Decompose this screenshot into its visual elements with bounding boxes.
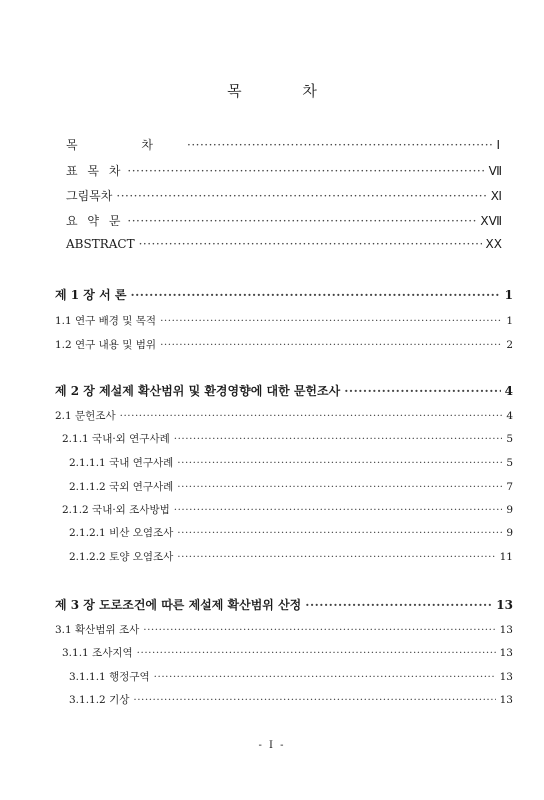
dot-leader <box>187 138 492 152</box>
toc-entry-list-of-figures[interactable] <box>66 187 502 205</box>
toc-page-number: 13 <box>499 647 513 659</box>
toc-entry-label: 목 차 <box>66 138 183 152</box>
toc-section-label: 2.1.2.1 비산 오염조사 <box>69 527 174 539</box>
toc-page-number: 13 <box>496 598 513 612</box>
page-footer-number: - Ⅰ - <box>258 740 286 751</box>
toc-page-number: 13 <box>499 624 513 636</box>
toc-subsubsection[interactable] <box>69 669 513 687</box>
dot-leader <box>177 551 495 563</box>
dot-leader <box>344 384 500 398</box>
dot-leader <box>130 288 500 302</box>
toc-section-label: 2.1.1 국내·외 연구사례 <box>62 433 170 445</box>
dot-leader <box>127 164 484 178</box>
toc-page-number: Ⅶ <box>488 164 502 178</box>
toc-section-label: 3.1.1 조사지역 <box>62 647 133 659</box>
toc-page-number: 11 <box>499 551 513 563</box>
toc-page-number: 13 <box>499 694 513 706</box>
toc-subsubsection[interactable] <box>69 455 513 473</box>
dot-leader <box>160 315 502 327</box>
dot-leader <box>143 624 495 636</box>
toc-page-number: 4 <box>506 410 513 422</box>
toc-chapter-1[interactable] <box>55 286 513 304</box>
toc-entry-label: 그림목차 <box>66 189 113 203</box>
toc-chapter-3[interactable] <box>55 596 513 614</box>
toc-page-number: 9 <box>506 504 513 516</box>
toc-section[interactable] <box>55 313 513 331</box>
toc-page-number: Ⅰ <box>496 138 500 152</box>
toc-section-label: 2.1.1.2 국외 연구사례 <box>69 481 174 493</box>
toc-chapter-2[interactable] <box>55 382 513 400</box>
toc-page-number: 2 <box>506 339 513 351</box>
toc-section-label: 1.1 연구 배경 및 목적 <box>55 315 157 327</box>
toc-entry-label: 요 약 문 <box>66 214 124 228</box>
toc-section[interactable] <box>55 622 513 640</box>
dot-leader <box>177 527 502 539</box>
toc-entry-list-of-tables[interactable] <box>66 162 502 180</box>
toc-chapter-label: 제 3 장 도로조건에 따른 제설제 확산범위 산정 <box>55 598 302 612</box>
dot-leader <box>177 457 502 469</box>
toc-entry-summary[interactable] <box>66 212 502 230</box>
toc-page-number: 7 <box>506 481 513 493</box>
toc-page-number: 5 <box>506 457 513 469</box>
toc-section[interactable] <box>55 337 513 355</box>
toc-page-number: 1 <box>506 315 513 327</box>
toc-chapter-label: 제 1 장 서 론 <box>55 288 127 302</box>
toc-subsubsection[interactable] <box>69 525 513 543</box>
dot-leader <box>120 410 503 422</box>
toc-subsection[interactable] <box>62 431 513 449</box>
toc-section-label: 2.1.2.2 토양 오염조사 <box>69 551 174 563</box>
toc-section-label: 2.1 문헌조사 <box>55 410 116 422</box>
dot-leader <box>127 214 476 228</box>
toc-section-label: 2.1.1.1 국내 연구사례 <box>69 457 174 469</box>
dot-leader <box>139 237 482 251</box>
toc-section-label: 2.1.2 국내·외 조사방법 <box>62 504 170 516</box>
toc-entry-abstract[interactable] <box>66 237 502 255</box>
toc-page-number: ⅩⅦ <box>480 214 502 228</box>
dot-leader <box>305 598 492 612</box>
toc-page-number: 4 <box>504 384 513 398</box>
toc-entry-contents[interactable] <box>66 136 500 154</box>
dot-leader <box>160 339 502 351</box>
toc-subsubsection[interactable] <box>69 692 513 710</box>
toc-section-label: 3.1.1.1 행정구역 <box>69 671 150 683</box>
dot-leader <box>177 481 502 493</box>
toc-page-number: 1 <box>504 288 513 302</box>
toc-page-number: 5 <box>506 433 513 445</box>
dot-leader <box>174 504 503 516</box>
toc-section-label: 3.1.1.2 기상 <box>69 694 130 706</box>
toc-subsubsection[interactable] <box>69 549 513 567</box>
toc-page-number: ⅩⅩ <box>485 237 502 251</box>
toc-section-label: 3.1 확산범위 조사 <box>55 624 140 636</box>
dot-leader <box>137 647 496 659</box>
dot-leader <box>116 189 486 203</box>
dot-leader <box>154 671 496 683</box>
toc-subsection[interactable] <box>62 645 513 663</box>
toc-chapter-label: 제 2 장 제설제 확산범위 및 환경영향에 대한 문헌조사 <box>55 384 341 398</box>
toc-page-number: Ⅺ <box>490 189 502 203</box>
toc-section[interactable] <box>55 408 513 426</box>
page-title: 목 차 <box>227 82 345 100</box>
toc-section-label: 1.2 연구 내용 및 범위 <box>55 339 157 351</box>
toc-page-number: 13 <box>499 671 513 683</box>
dot-leader <box>133 694 495 706</box>
toc-subsubsection[interactable] <box>69 479 513 497</box>
toc-entry-label: ABSTRACT <box>66 237 135 251</box>
dot-leader <box>174 433 503 445</box>
toc-subsection[interactable] <box>62 502 513 520</box>
toc-page-number: 9 <box>506 527 513 539</box>
toc-entry-label: 표 목 차 <box>66 164 124 178</box>
